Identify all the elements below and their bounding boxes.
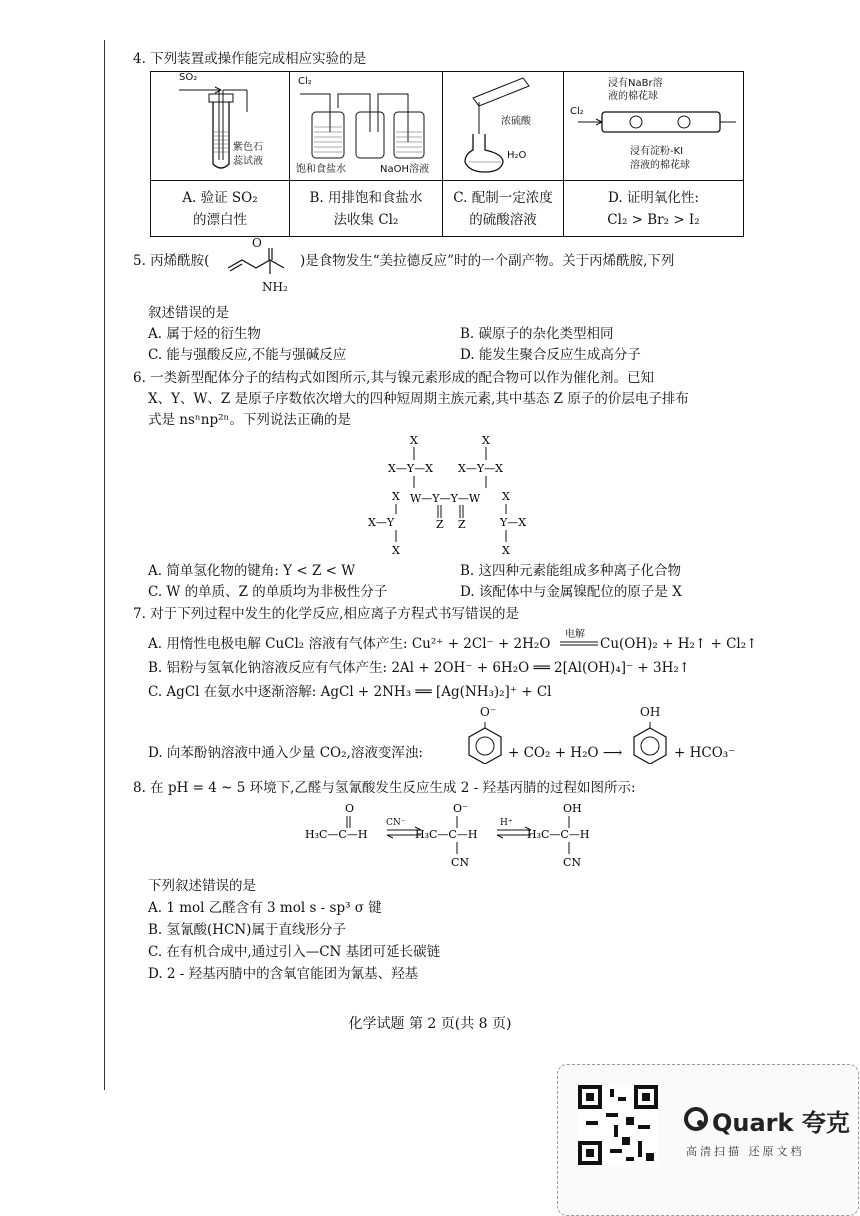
option-4a-line2: 的漂白性 <box>193 211 247 228</box>
label-h2o: H₂O <box>507 150 527 161</box>
option-8d: D. 2 - 羟基丙腈中的含氧官能团为氰基、羟基 <box>148 966 419 982</box>
option-7c: C. AgCl 在氨水中逐渐溶解: AgCl + 2NH₃ ══ [Ag(NH₃)₂]⁺ + Cl <box>148 684 552 700</box>
svg-text:X—Y: X—Y <box>368 516 395 529</box>
option-6b: B. 这四种元素能组成多种离子化合物 <box>460 563 682 579</box>
phenol-ring <box>630 722 670 764</box>
reagent-cn: CN⁻ <box>386 818 406 828</box>
label-ki-1: 浸有淀粉-KI <box>630 146 684 157</box>
option-7d-mid: + CO₂ + H₂O ⟶ <box>508 745 623 761</box>
apparatus-c <box>443 72 564 181</box>
option-7b: B. 铝粉与氢氧化钠溶液反应有气体产生: 2Al + 2OH⁻ + 6H₂O ══ 2[Al(OH)₄]⁻ + 3H₂↑ <box>148 660 691 676</box>
svg-text:Y—X: Y—X <box>500 516 527 529</box>
qr-code-icon[interactable] <box>578 1085 658 1165</box>
label-so2: SO₂ <box>179 72 198 83</box>
option-8c: C. 在有机合成中,通过引入—CN 基团可延长碳链 <box>148 944 441 960</box>
svg-text:H₃C—C—H: H₃C—C—H <box>527 828 590 841</box>
q6-line3: 式是 nsⁿnp²ⁿ。下列说法正确的是 <box>148 412 351 428</box>
option-8b: B. 氢氰酸(HCN)属于直线形分子 <box>148 922 346 938</box>
svg-text:CN: CN <box>451 856 470 869</box>
svg-text:H₃C—C—H: H₃C—C—H <box>305 828 368 841</box>
option-4a-line1: A. 验证 SO₂ <box>182 189 258 206</box>
label-litmus-2: 蕊试液 <box>233 156 263 167</box>
svg-text:X—Y—X: X—Y—X <box>388 462 433 475</box>
svg-text:X—Y—X: X—Y—X <box>458 462 503 475</box>
option-5b: B. 碳原子的杂化类型相同 <box>460 326 614 342</box>
option-5d: D. 能发生聚合反应生成高分子 <box>460 347 641 363</box>
svg-text:Z: Z <box>458 518 466 531</box>
svg-text:X: X <box>502 544 510 557</box>
option-5a: A. 属于烃的衍生物 <box>148 326 261 342</box>
option-7d: D. 向苯酚钠溶液中通入少量 CO₂,溶液变浑浊: <box>148 745 423 761</box>
option-7a-product: Cu(OH)₂ + H₂↑ + Cl₂↑ <box>600 636 758 652</box>
option-4d-line1: D. 证明氧化性: <box>608 189 699 206</box>
apparatus-d <box>564 72 744 181</box>
svg-text:X: X <box>482 434 490 447</box>
svg-text:W—Y—Y—W: W—Y—Y—W <box>410 492 481 505</box>
svg-text:H₃C—C—H: H₃C—C—H <box>415 828 478 841</box>
q5-stem-b: )是食物发生“美拉德反应”时的一个副产物。关于丙烯酰胺,下列 <box>300 253 675 269</box>
quark-badge[interactable] <box>557 1064 859 1216</box>
label-litmus-1: 紫色石 <box>233 142 263 153</box>
acrylamide-nh2: NH₂ <box>262 280 288 294</box>
label-nabr-1: 浸有NaBr溶 <box>608 78 663 89</box>
margin-line <box>104 40 105 1090</box>
option-4c-line1: C. 配制一定浓度 <box>453 189 553 206</box>
ligand-structure <box>360 430 550 562</box>
reagent-h: H⁺ <box>500 818 513 828</box>
label-ki-2: 溶液的棉花球 <box>630 160 690 171</box>
svg-text:O: O <box>345 802 355 815</box>
svg-text:X: X <box>502 490 510 503</box>
label-brine: 饱和食盐水 <box>296 164 346 175</box>
svg-text:CN: CN <box>563 856 582 869</box>
option-6d: D. 该配体中与金属镍配位的原子是 X <box>460 584 682 600</box>
quark-brand: Quark 夸克 <box>712 1109 850 1137</box>
label-cl2-b: Cl₂ <box>298 76 312 87</box>
quark-tagline: 高清扫描 还原文档 <box>686 1145 805 1158</box>
option-4b <box>290 181 443 237</box>
equation-arrow-7a <box>560 640 598 648</box>
apparatus-table <box>150 71 744 237</box>
acrylamide-o: O <box>252 236 262 250</box>
option-4d <box>564 181 744 237</box>
q4-stem: 4. 下列装置或操作能完成相应实验的是 <box>133 51 367 67</box>
svg-text:OH: OH <box>563 802 582 815</box>
option-4d-line2: Cl₂ > Br₂ > I₂ <box>607 211 700 228</box>
option-8a: A. 1 mol 乙醛含有 3 mol s - sp³ σ 键 <box>148 900 382 916</box>
label-naoh: NaOH溶液 <box>380 164 429 175</box>
label-nabr-2: 液的棉花球 <box>608 91 658 102</box>
q8-stem: 8. 在 pH = 4 ~ 5 环境下,乙醛与氢氰酸发生反应生成 2 - 羟基丙腈的过程如图所示: <box>133 780 636 796</box>
phenol-oh: OH <box>640 705 661 719</box>
phenoxide-o-minus: O⁻ <box>480 705 497 719</box>
q6-line2: X、Y、W、Z 是原子序数依次增大的四种短周期主族元素,其中基态 Z 原子的价层电子排布 <box>148 391 689 407</box>
label-h2so4: 浓硫酸 <box>501 116 531 127</box>
option-5c: C. 能与强酸反应,不能与强碱反应 <box>148 347 347 363</box>
q7-stem: 7. 对于下列过程中发生的化学反应,相应离子方程式书写错误的是 <box>133 606 519 622</box>
apparatus-a <box>151 72 290 181</box>
svg-text:X: X <box>392 544 400 557</box>
reaction-scheme <box>305 798 605 874</box>
quark-logo-icon <box>684 1107 708 1131</box>
option-4c-line2: 的硫酸溶液 <box>469 211 537 228</box>
q5-stem-c: 叙述错误的是 <box>148 305 229 321</box>
option-6c: C. W 的单质、Z 的单质均为非极性分子 <box>148 584 388 600</box>
electrolysis-condition: 电解 <box>565 629 585 640</box>
option-4b-line1: B. 用排饱和食盐水 <box>309 189 423 206</box>
option-7a: A. 用惰性电极电解 CuCl₂ 溶液有气体产生: Cu²⁺ + 2Cl⁻ + 2H₂O <box>148 636 551 652</box>
apparatus-b <box>290 72 443 181</box>
phenoxide-ring <box>465 722 505 764</box>
option-4a <box>151 181 290 237</box>
svg-text:X: X <box>392 490 400 503</box>
option-4c <box>443 181 564 237</box>
option-4b-line2: 法收集 Cl₂ <box>333 211 399 228</box>
apparatus-a-drawing <box>151 72 289 176</box>
option-7d-product: + HCO₃⁻ <box>674 745 736 761</box>
svg-text:X: X <box>410 434 418 447</box>
svg-text:O⁻: O⁻ <box>453 802 468 815</box>
page-footer: 化学试题 第 2 页(共 8 页) <box>348 1016 512 1032</box>
option-6a: A. 简单氢化物的键角: Y < Z < W <box>148 563 356 579</box>
q5-stem-a: 5. 丙烯酰胺( <box>133 253 210 269</box>
q8-sub-stem: 下列叙述错误的是 <box>148 878 256 894</box>
q6-line1: 6. 一类新型配体分子的结构式如图所示,其与镍元素形成的配合物可以作为催化剂。已知 <box>133 370 654 386</box>
svg-text:Z: Z <box>436 518 444 531</box>
label-cl2-d: Cl₂ <box>570 106 584 117</box>
